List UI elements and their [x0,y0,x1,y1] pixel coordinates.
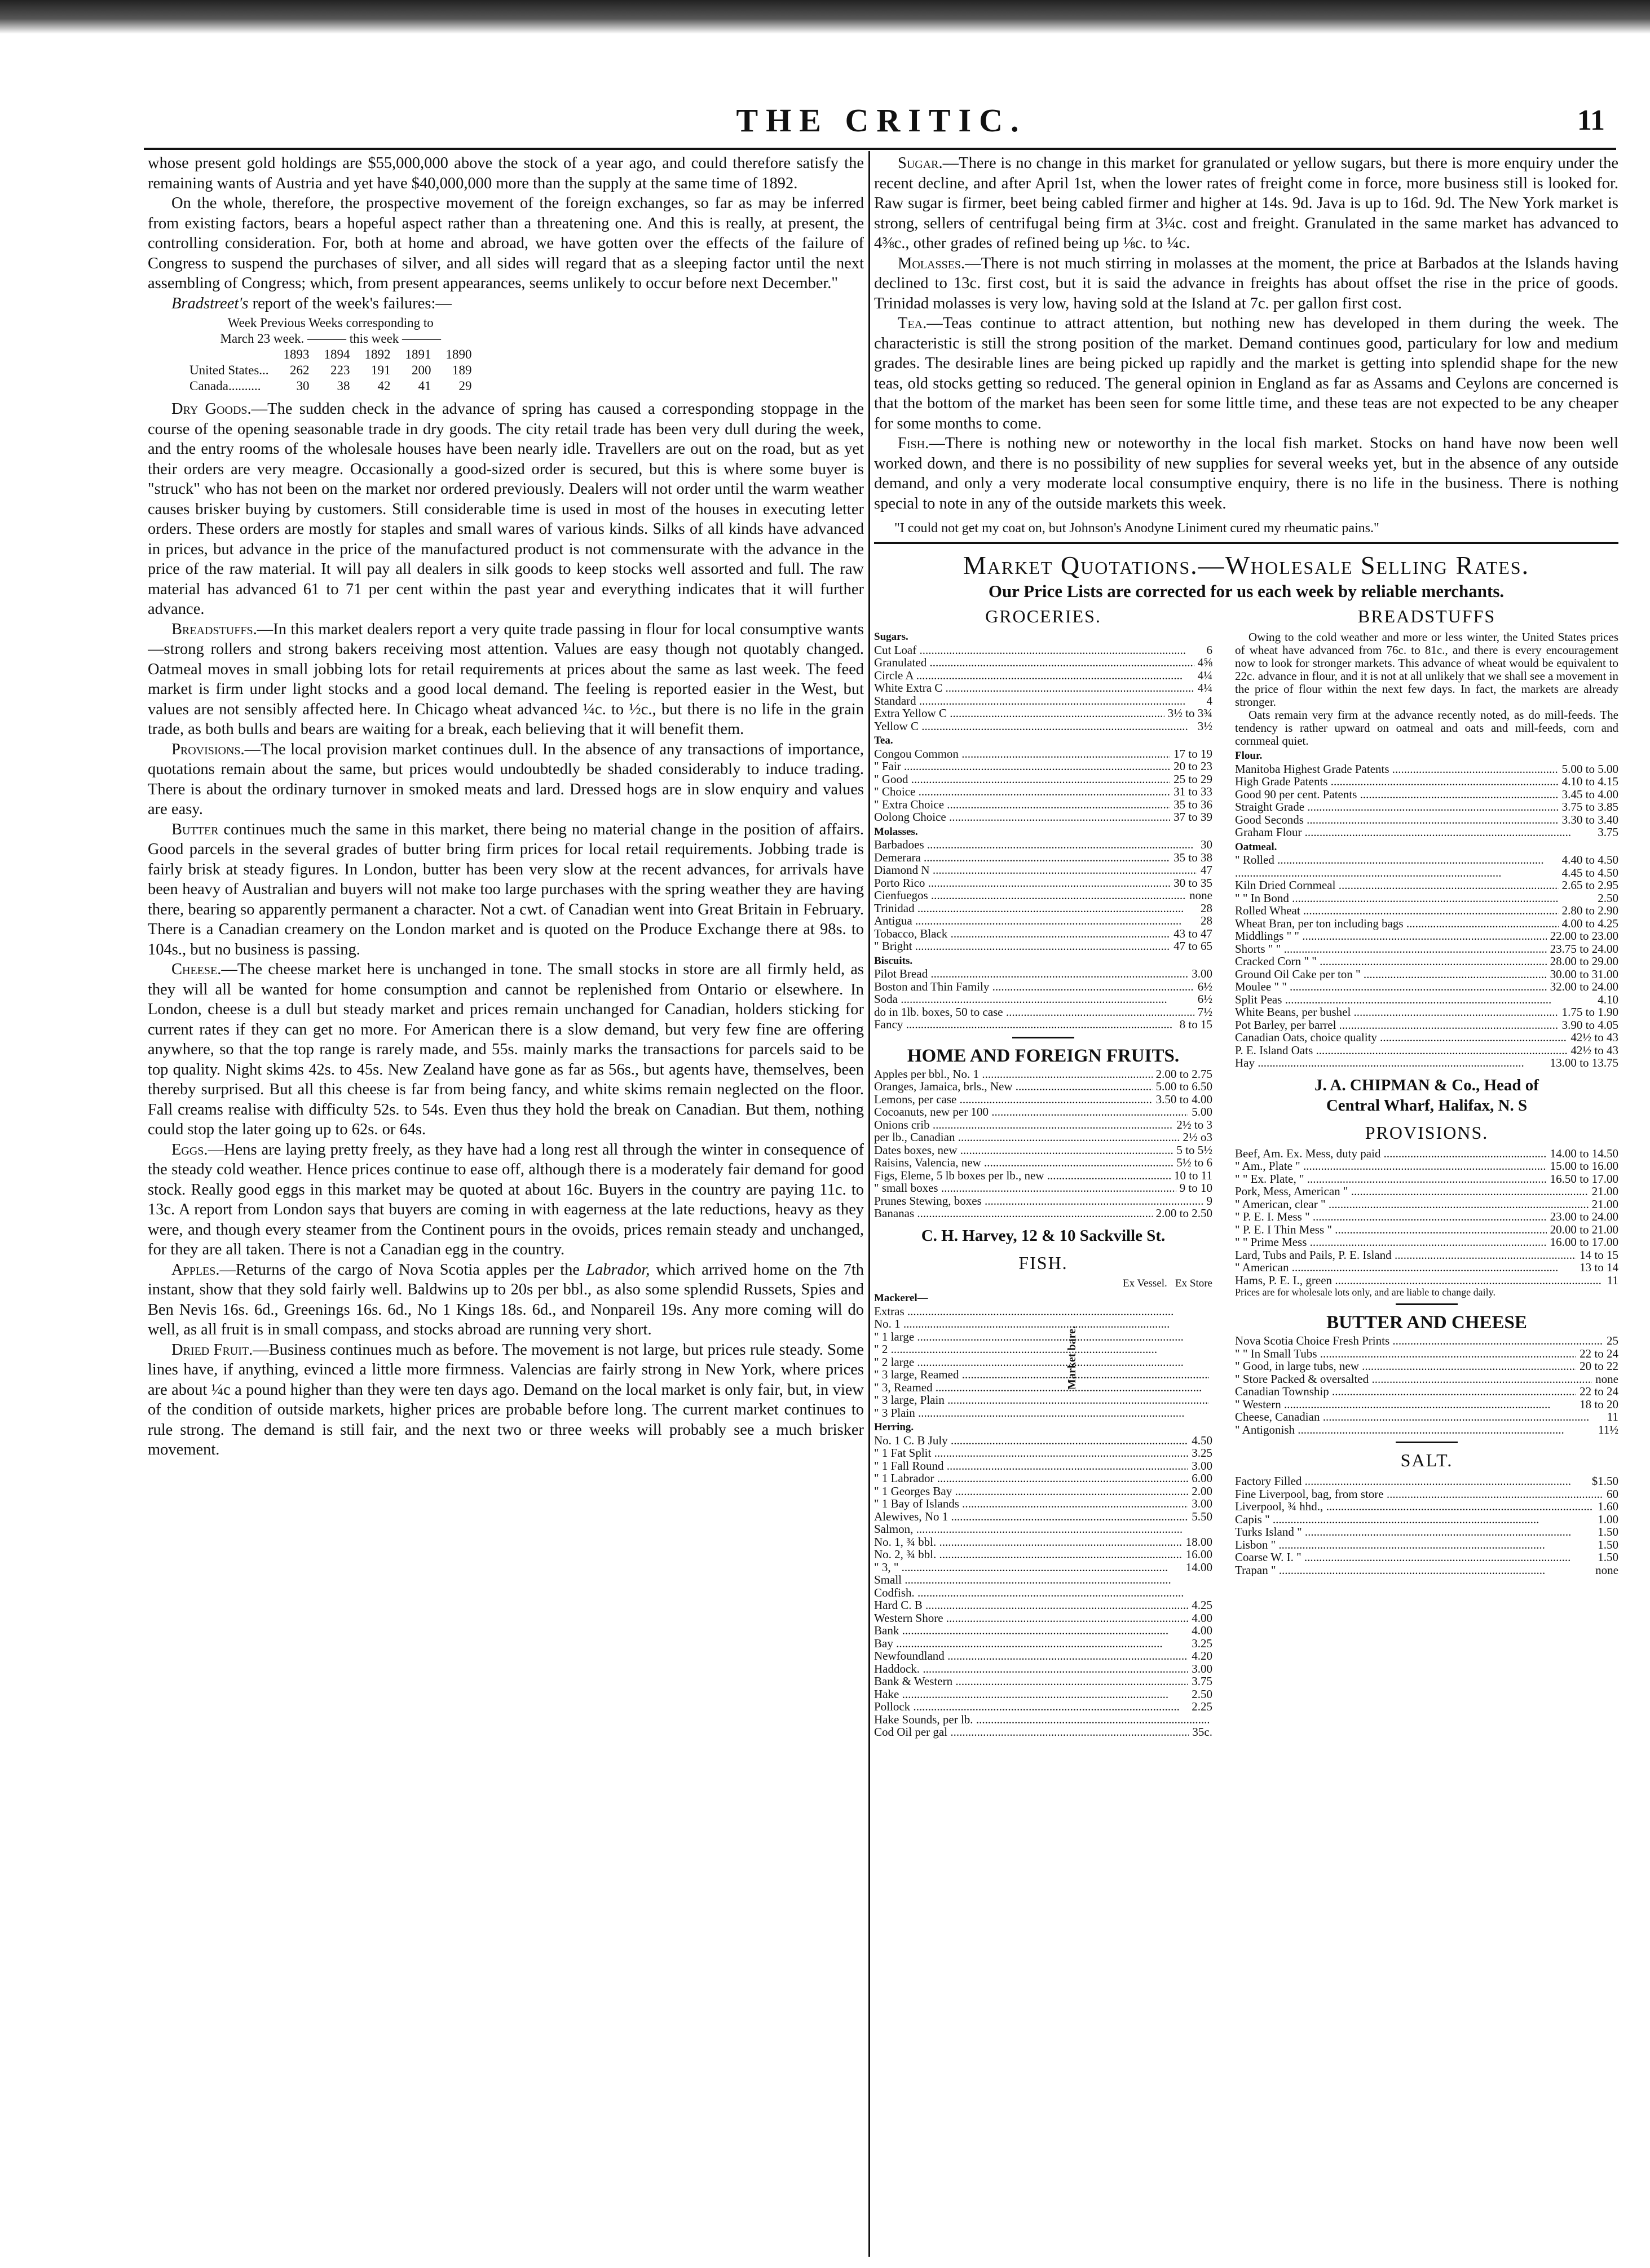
price-row: " " Prime Mess ..... 16.00 to 17.00 [1235,1236,1618,1249]
price-row: Hard C. B ..... 4.25 [874,1599,1212,1612]
provisions-heading: PROVISIONS. [1365,1122,1489,1143]
market-quotations-subtitle: Our Price Lists are corrected for us each week by reliable merchants. [988,581,1505,601]
price-row: " American ..... 13 to 14 [1235,1261,1618,1274]
price-row: Beef, Am. Ex. Mess, duty paid ..... 14.00 to 14.50 [1235,1147,1618,1160]
price-row: " P. E. I. Mess " ..... 23.00 to 24.00 [1235,1210,1618,1223]
breadstuffs-heading: BREADSTUFFS [1357,606,1496,626]
price-row: Canadian Township ..... 22 to 24 [1235,1385,1618,1398]
price-row: " Fair ..... 20 to 23 [874,760,1212,773]
price-row: White Extra C ..... 4¼ [874,682,1212,695]
price-row: Western Shore ..... 4.00 [874,1612,1212,1625]
dry-goods-report: Dry Goods.—The sudden check in the advance of spring has caused a corresponding stoppage in the course of the opening seasonable trade in dry goods. The city retail trade has been very dull during the week, and the entry rooms of the wholesale houses have been nearly idle. Travellers are out on the road, but as yet their orders are very meagre. Occasionally a good-sized order is secured, but this is where some buyer is "struck" who has not been on the market nor ordered previously. Dealers will not order until the warm weather causes brisker buying by customers. Still considerable time is used in most of the houses in executing letter orders. These orders are mostly for staples and small wares of various kinds. Silks of all kinds have advanced in prices, but advance in the price of the manufactured product is not commensurate with the advance in the price of the raw material. It will pay all dealers in silk goods to keep stocks well assorted and full. The raw material has advanced 61 to 71 per cent within the past year and everything indicates that it will further advance. [148,400,864,618]
price-row: Lard, Tubs and Pails, P. E. Island ..... 14 to 15 [1235,1249,1618,1262]
price-category: Herring. [874,1421,914,1433]
price-row: Fancy ..... 8 to 15 [874,1018,1212,1031]
price-row: Rolled Wheat ..... 2.80 to 2.90 [1235,904,1618,917]
price-row: Bananas ..... 2.00 to 2.50 [874,1207,1212,1220]
breadstuffs-dealer-address: Central Wharf, Halifax, N. S [1326,1096,1528,1115]
price-row: Trinidad ..... 28 [874,902,1212,915]
price-row: " 1 Fat Split ..... 3.25 [874,1447,1212,1460]
price-row: " 2 ..... [874,1343,1212,1356]
breadstuffs-intro-2: Oats remain very firm at the advance recently noted, as do mill-feeds. The tendency is rather upward on oatmeal and oats and mill-feeds, corn and cornmeal quiet. [1235,708,1618,748]
fish-market-bare-note: Market bare. [1066,1326,1078,1390]
butter-cheese-list [1235,1334,1618,1436]
price-row: Coarse W. I. " ..... 1.50 [1235,1551,1618,1564]
butter-cheese-heading: BUTTER AND CHEESE [1326,1312,1527,1333]
price-row: " " In Bond ..... 2.50 [1235,892,1618,905]
price-row: " Good, in large tubs, new ..... 20 to 22 [1235,1360,1618,1373]
price-row: Cienfuegos ..... none [874,889,1212,902]
market-quotations-title: Market Quotations.—Wholesale Selling Rates. [874,542,1618,580]
price-row: " " In Small Tubs ..... 22 to 24 [1235,1347,1618,1360]
price-row: Porto Rico ..... 30 to 35 [874,877,1212,890]
price-row: Graham Flour ..... 3.75 [1235,826,1618,839]
price-row: " 1 Fall Round ..... 3.00 [874,1460,1212,1473]
price-row: Antigua ..... 28 [874,914,1212,927]
price-row: " Am., Plate " ..... 15.00 to 16.00 [1235,1160,1618,1173]
breadstuffs-intro: Owing to the cold weather and more or less winter, the United States prices of wheat have advanced from 76c. to 81c., and there is every encouragement now to look for stronger markets. This advance of wheat would be equivalent to 22c. advance in flour, and it is not at all unlikely that we shall see a movement in the price of flour within the next few days. In fact, the markets are already stronger. [1235,630,1618,709]
price-row: Middlings " " ..... 22.00 to 23.00 [1235,930,1618,943]
price-row: " 1 Georges Bay ..... 2.00 [874,1485,1212,1498]
price-row: " American, clear " ..... 21.00 [1235,1198,1618,1211]
article-paragraph: On the whole, therefore, the prospective movement of the foreign exchanges, so far as may be inferred from existing factors, bears a hopeful aspect rather than a threatening one. And this is really, at present, the controlling consideration. For, both at home and abroad, we have gotten over the effects of the failure of Congress to suspend the purchases of silver, and all sides will regard that as a sleeping factor until the next assembling of Congress; which, from present appearances, seems unlikely to occur before next December." [148,194,864,292]
breadstuffs-section [1235,603,1618,1576]
failures-canada-row: Canada.......... 30 38 42 41 29 [189,379,472,393]
cheese-report: Cheese.—The cheese market here is unchanged in tone. The small stocks in store are all firmly held, as they will all be wanted for home consumption and cannot be replenished from Ontario or elsewhere. In London, cheese is a dull but steady market and prices remain unchanged for Canadian, holders sticking for current rates if they can get no more. For American there is a slow demand, but very few fine are offering anywhere, so that the top range is rarely made, and 55s. mainly marks the transactions for parcels said to be top quality. Night skims 42s. to 45s. New Zealand have gone as far as 56s., but agents have, themselves, been thereby surprised. But all this cheese is far from being fancy, and white skims remain neglected on the floor. Fall creams realise with difficulty 52s. to 54s. Even thus they hold the break on Canadian. But them, nothing could stop the later going up to 62s. or 64s. [148,961,864,1138]
price-row: No. 2, ¾ bbl. ..... 16.00 [874,1548,1212,1561]
fish-list [874,1292,1212,1739]
fruits-dealer: C. H. Harvey, 12 & 10 Sackville St. [921,1226,1166,1245]
price-row: Haddock. ..... 3.00 [874,1663,1212,1675]
price-row: Tobacco, Black ..... 43 to 47 [874,927,1212,940]
failures-table: Week Previous Weeks corresponding to March 23 week. ——— this week ——— 1893 1894 1892 1891 1890 United States... 262 223 191 200 189 Canada.......... 30 38 42 41 29 [182,315,480,395]
price-row: Granulated ..... 4⅝ [874,656,1212,669]
breadstuffs-dealer: J. A. CHIPMAN & Co., Head of [1314,1076,1539,1094]
fruits-list [874,1068,1212,1220]
price-row: " Store Packed & oversalted ..... none [1235,1373,1618,1386]
price-row: " 3 large, Plain ..... [874,1394,1212,1407]
price-row: " " Ex. Plate, " ..... 16.50 to 17.00 [1235,1173,1618,1186]
groceries-section [874,603,1212,1739]
price-category: Flour. [1235,750,1263,762]
price-row: Lemons, per case ..... 3.50 to 4.00 [874,1093,1212,1106]
price-row: Apples per bbl., No. 1 ..... 2.00 to 2.75 [874,1068,1212,1081]
price-row: " Western ..... 18 to 20 [1235,1398,1618,1411]
price-row: Raisins, Valencia, new ..... 5½ to 6 [874,1156,1212,1169]
failures-us-row: United States... 262 223 191 200 189 [189,363,472,377]
price-row: Oolong Choice ..... 37 to 39 [874,811,1212,824]
right-column [874,153,1618,2256]
masthead-rule [144,148,1616,150]
price-category: Molasses. [874,825,918,838]
price-row: Ground Oil Cake per ton " ..... 30.00 to 31.00 [1235,968,1618,981]
price-row: Soda ..... 6½ [874,993,1212,1006]
testimonial-quote: "I could not get my coat on, but Johnson's Anodyne Liniment cured my rheumatic pains." [894,521,1379,536]
price-row: Boston and Thin Family ..... 6½ [874,980,1212,993]
price-row: Canadian Oats, choice quality ..... 42½ to 43 [1235,1031,1618,1044]
price-row: Codfish. ..... [874,1586,1212,1599]
newspaper-title: THE CRITIC. [736,102,1027,139]
price-row: Bank & Western ..... 3.75 [874,1675,1212,1688]
price-row: Alewives, No 1 ..... 5.50 [874,1510,1212,1523]
price-row: Wheat Bran, per ton including bags ..... 4.00 to 4.25 [1235,917,1618,930]
price-row: Manitoba Highest Grade Patents ..... 5.00 to 5.00 [1235,763,1618,776]
price-row: Hay ..... 13.00 to 13.75 [1235,1056,1618,1069]
price-category: Oatmeal. [1235,841,1277,853]
fish-heading: FISH. [1018,1252,1068,1273]
price-row: No. 1 ..... [874,1318,1212,1330]
price-row: Onions crib ..... 2½ to 3 [874,1118,1212,1131]
price-row: Oranges, Jamaica, brls., New ..... 5.00 to 6.50 [874,1080,1212,1093]
price-category: Mackerel— [874,1292,928,1304]
price-row: Cod Oil per gal ..... 35c. [874,1726,1212,1739]
price-row: Small ..... [874,1573,1212,1586]
scan-top-border [0,0,1650,34]
price-row: Bay ..... 3.25 [874,1637,1212,1650]
price-row: Straight Grade ..... 3.75 to 3.85 [1235,801,1618,814]
price-row: " Extra Choice ..... 35 to 36 [874,798,1212,811]
price-row: Good 90 per cent. Patents ..... 3.45 to 4.00 [1235,788,1618,801]
price-row: Salmon, ..... [874,1523,1212,1536]
sugar-report: Sugar.—There is no change in this market for granulated or yellow sugars, but there is more enquiry under the recent decline, and after April 1st, when the lower rates of freight come in force, more business still is looked for. Raw sugar is firmer, beet being cabled firmer and higher at 14s. 9d. Java is up to 16d. 9d. The New York market is strong, sellers of centrifugal being firm at 3¼c. cost and freight. Granulated in the same market has advanced to 4⅜c., other grades of refined being up ⅛c. to ¼c. [874,154,1618,252]
price-row: Split Peas ..... 4.10 [1235,993,1618,1006]
butter-report: Butter continues much the same in this market, there being no material change in the position of affairs. Good parcels in the several grades of butter bring firm prices for local retail requirements. Jobbing trade is fairly brisk at steady figures. In London, butter has been very slow at the recent advances, for arrivals have been heavy of Australian and buyers will not make too large purchases with the spring weather they are having there, bearing so apparently permanent a character. Not a cwt. of Canadian went into Great Britain in February. There is a Canadian creamery on the London market and is quoted on the Produce Exchange there at 98s. to 104s., but no business is passing. [148,820,864,958]
price-row: " small boxes ..... 9 to 10 [874,1182,1212,1195]
price-category: Tea. [874,735,893,746]
molasses-report: Molasses.—There is not much stirring in molasses at the moment, the price at Barbados at the Islands having declined to 13c. first cost, but it is said the advance in freights has about offset the rise in the price of goods. Trinidad molasses is very low, having sold at the Island at 7c. per gallon first cost. [874,254,1618,312]
price-row: Demerara ..... 35 to 38 [874,851,1212,864]
price-row: No. 1, ¾ bbl. ..... 18.00 [874,1536,1212,1549]
price-row: Pot Barley, per barrel ..... 3.90 to 4.05 [1235,1019,1618,1032]
price-row: Extra Yellow C ..... 3½ to 3¾ [874,707,1212,720]
price-row: Dates boxes, new ..... 5 to 5½ [874,1144,1212,1157]
provisions-note: Prices are for wholesale lots only, and are liable to change daily. [1235,1286,1495,1298]
price-row: Extras ..... [874,1305,1212,1318]
price-row: " 1 Labrador ..... 6.00 [874,1472,1212,1485]
article-paragraph: whose present gold holdings are $55,000,000 above the stock of a year ago, and could therefore satisfy the remaining wants of Austria and yet have $40,000,000 more than the supply at the same time of 1892. [148,154,864,192]
price-row: " Choice ..... 31 to 33 [874,785,1212,798]
price-row: Diamond N ..... 47 [874,864,1212,877]
salt-heading: SALT. [1400,1450,1453,1470]
page-number: 11 [1577,104,1605,136]
price-row: Yellow C ..... 3½ [874,720,1212,733]
price-row: Moulee " " ..... 32.00 to 24.00 [1235,980,1618,993]
price-row: P. E. Island Oats ..... 42½ to 43 [1235,1044,1618,1057]
price-row: Hake Sounds, per lb. ..... [874,1713,1212,1726]
column-divider [868,151,870,2257]
price-row: Congou Common ..... 17 to 19 [874,748,1212,761]
price-row: Pilot Bread ..... 3.00 [874,967,1212,980]
price-row: Newfoundland ..... 4.20 [874,1650,1212,1663]
price-category: Biscuits. [874,954,913,967]
groceries-heading: GROCERIES. [985,606,1101,626]
price-row: Shorts " " ..... 23.75 to 24.00 [1235,943,1618,956]
price-row: Capis " ..... 1.00 [1235,1513,1618,1526]
price-row: Fine Liverpool, bag, from store ..... 60 [1235,1488,1618,1501]
price-row: " 3 large, Reamed ..... [874,1368,1212,1381]
price-row: Circle A ..... 4¼ [874,669,1212,682]
tea-report: Tea.—Teas continue to attract attention, but nothing new has developed in them during the week. The characteristic is still the strong position of the market. Demand continues good, particulary for low and medium grades. The desirable lines are being picked up rapidly and the market is getting into splendid shape for the new teas, old stocks getting so reduced. The general opinion in England as far as Assams and Ceylons are concerned is that the bottom of the market has been seen for some little time, and these teas are not expected to be any cheaper for some months to come. [874,315,1618,432]
price-row: Pork, Mess, American " ..... 21.00 [1235,1185,1618,1198]
price-row: do in 1lb. boxes, 50 to case ..... 7½ [874,1006,1212,1019]
price-category: Sugars. [874,631,908,643]
price-row: White Beans, per bushel ..... 1.75 to 1.90 [1235,1006,1618,1019]
groceries-list [874,631,1212,1031]
price-row: Liverpool, ¾ hhd., ..... 1.60 [1235,1500,1618,1513]
price-row: Cut Loaf ..... 6 [874,644,1212,657]
eggs-report: Eggs.—Hens are laying pretty freely, as they have had a long rest all through the winter in consequence of the steady cold weather. Hence prices continue to ease off, although there is a moderately fair demand for good stock. Really good eggs in this market may be quoted at about 16c. Buyers in the country are paying 11c. to 13c. A report from London says that buyers are coming in with eagerness at the late reductions, heavy as they were, and though every steamer from the Continent pours in the ovoids, prices remain steady and unchanged, for they are all taken. There is not a Canadian egg in the country. [148,1140,864,1258]
fish-column-heads: Ex Vessel. Ex Store [1122,1277,1212,1289]
price-row: " 3 Plain ..... [874,1407,1212,1420]
price-row: " 3, " ..... 14.00 [874,1561,1212,1574]
price-row: Cocoanuts, new per 100 ..... 5.00 [874,1106,1212,1118]
price-row: Prunes Stewing, boxes ..... 9 [874,1195,1212,1208]
price-row: " Antigonish ..... 11½ [1235,1423,1618,1436]
masthead [147,101,1616,147]
price-row: Turks Island " ..... 1.50 [1235,1526,1618,1538]
price-row: Hake ..... 2.50 [874,1688,1212,1701]
salt-list [1235,1475,1618,1576]
price-row: ..... 4.45 to 4.50 [1235,866,1618,879]
bradstreet-intro: Bradstreet's report of the week's failures:— [171,294,452,312]
provisions-report: Provisions.—The local provision market continues dull. In the absence of any transactions of importance, quotations remain about the same, but prices would undoubtedly be shaded considerably to induce trading. There is about the ordinary turnover in smoked meats and lard. Dressed hogs are in slow enquiry and values are easy. [148,740,864,818]
price-row: Lisbon " ..... 1.50 [1235,1538,1618,1551]
price-row: Barbadoes ..... 30 [874,838,1212,851]
price-row: " 2 large ..... [874,1356,1212,1369]
price-row: Bank ..... 4.00 [874,1624,1212,1637]
fruits-heading: HOME AND FOREIGN FRUITS. [907,1045,1180,1066]
price-row: No. 1 C. B July ..... 4.50 [874,1434,1212,1447]
price-row: Kiln Dried Cornmeal ..... 2.65 to 2.95 [1235,879,1618,892]
fish-report: Fish.—There is nothing new or noteworthy in the local fish market. Stocks on hand have now been well worked down, and there is no possibility of new supplies for several weeks yet, but in the absence of any outside demand, and only a very moderate local consumptive enquiry, there is no life in the business. There is nothing special to note in any of the outside markets this week. [874,435,1618,512]
price-row: " Rolled ..... 4.40 to 4.50 [1235,854,1618,866]
apples-report: Apples.—Returns of the cargo of Nova Scotia apples per the Labrador, which arrived home on the 7th instant, show that they sold fairly well. Baldwins up to 20s per bbl., as also some splendid Russets, Spies and Ben Nevis 16s. 6d., Greenings 16s. 6d., No 1 Kings 18s. 6d., and Nonpareil 19s. Any more coming will do well, as all fruit is in small compass, and stocks abroad are running very short. [148,1261,864,1338]
price-row: High Grade Patents ..... 4.10 to 4.15 [1235,775,1618,788]
breadstuffs-report: Breadstuffs.—In this market dealers report a very quite trade passing in flour for local consumptive wants—strong rollers and strong bakers receiving most attention. Values are easy though not quotably changed. Oatmeal moves in small jobbing lots for retail requirements at prices about the same as last week. The feed market is firm under light stocks and a good local demand. The feeling is reported easier in the West, but values are not sensibly affected here. In Chicago wheat advanced ¼c. to ½c., but there is no life in the grain trade, as both bulls and bears are waiting for a break, each believing that it will benefit them. [148,620,864,738]
failures-years-row: 1893 1894 1892 1891 1890 [283,347,472,361]
price-row: " 1 large ..... [874,1330,1212,1343]
price-row: Standard ..... 4 [874,695,1212,708]
quotations-grid [874,603,1618,2256]
price-row: " 1 Bay of Islands ..... 3.00 [874,1497,1212,1510]
provisions-list [1235,1147,1618,1287]
price-row: Cheese, Canadian ..... 11 [1235,1411,1618,1423]
price-row: Cracked Corn " " ..... 28.00 to 29.00 [1235,955,1618,968]
breadstuffs-list [1235,750,1618,1069]
left-column [148,153,864,2256]
dried-fruit-report: Dried Fruit.—Business continues much as before. The movement is not large, but prices rule steady. Some lines have, if anything, evinced a little more firmness. Valencias are fairly strong in New York, where prices are about ¼c a pound higher than they were ten days ago. Demand on the local market is only fair, but, in view of the condition of outside markets, higher prices are probable before long. The current market continues to rule strong. The demand is still fair, and the next two or three weeks will probably see a much brisker movement. [148,1341,864,1458]
price-row: " Good ..... 25 to 29 [874,773,1212,786]
price-row: Trapan " ..... none [1235,1564,1618,1577]
price-row: Figs, Eleme, 5 lb boxes per lb., new ..... 10 to 11 [874,1169,1212,1182]
price-row: " P. E. I Thin Mess " ..... 20.00 to 21.00 [1235,1223,1618,1236]
price-row: Nova Scotia Choice Fresh Prints ..... 25 [1235,1334,1618,1347]
price-row: Good Seconds ..... 3.30 to 3.40 [1235,814,1618,826]
price-row: Factory Filled ..... $1.50 [1235,1475,1618,1488]
price-row: Pollock ..... 2.25 [874,1700,1212,1713]
price-row: " Bright ..... 47 to 65 [874,940,1212,953]
price-row: per lb., Canadian ..... 2½ o3 [874,1131,1212,1144]
price-row: " 3, Reamed ..... [874,1381,1212,1394]
price-row: Hams, P. E. I., green ..... 11 [1235,1274,1618,1287]
